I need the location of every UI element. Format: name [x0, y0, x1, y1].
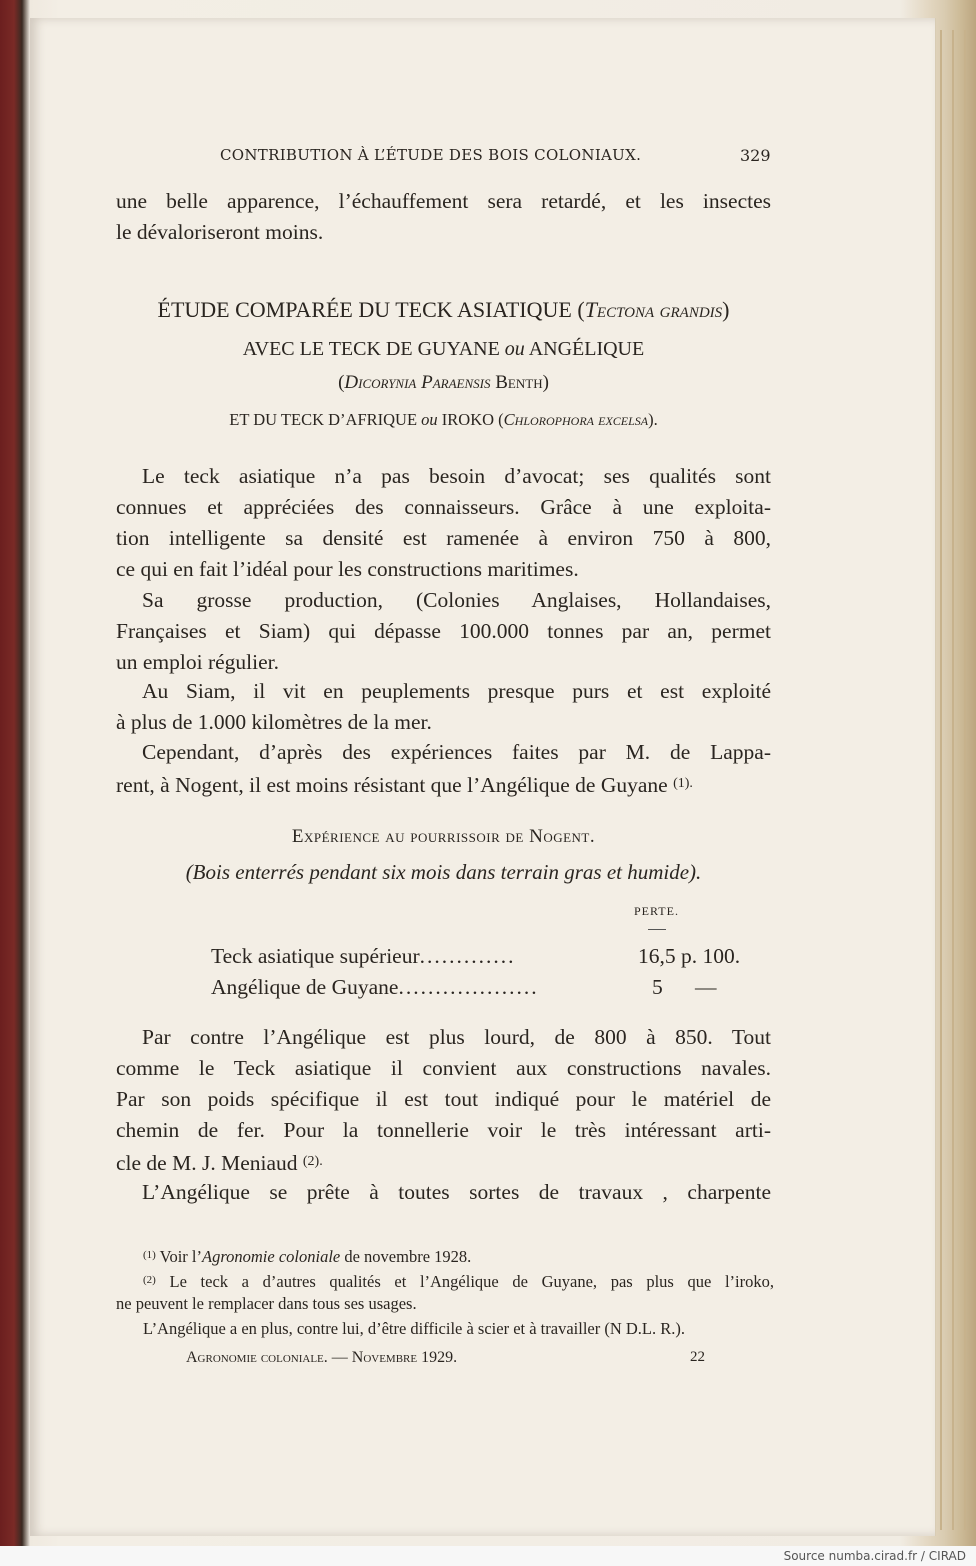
table-row: [211, 941, 771, 972]
paragraph-4: [116, 737, 771, 801]
text-line: Au Siam, il vit en peuplements presque purs et est exploité: [142, 679, 771, 703]
title-text: ): [722, 297, 730, 322]
text-line: ce qui en fait l’idéal pour les constructions maritimes.: [116, 557, 579, 581]
section-title-line-3: [116, 372, 771, 394]
paragraph-1: [116, 461, 771, 585]
column-header: PERTE.: [634, 904, 679, 918]
text-line: Par contre l’Angélique est plus lourd, de 800 à 850. Tout: [142, 1025, 771, 1049]
footnote-1: [143, 1244, 773, 1268]
footnote-journal: Agronomie coloniale: [201, 1247, 341, 1266]
text-line: à plus de 1.000 kilomètres de la mer.: [116, 710, 432, 734]
text-line: chemin de fer. Pour la tonnellerie voir le très intéressant arti-: [116, 1118, 771, 1142]
title-text: ET DU TECK D’AFRIQUE: [229, 410, 422, 429]
footnote-3: L’Angélique a en plus, contre lui, d’être difficile à scier et à travailler (N D.L. R.).: [143, 1319, 686, 1338]
leader-dots: ...................: [398, 975, 539, 999]
footnote-marker: (2): [143, 1274, 156, 1286]
footnote-text: de novembre 1928.: [340, 1247, 472, 1266]
author-name: Benth: [490, 372, 543, 393]
text-line: comme le Teck asiatique il convient aux constructions navales.: [116, 1056, 771, 1080]
footnote-marker: (1): [143, 1249, 156, 1261]
title-conjunction: ou: [421, 410, 438, 429]
source-credit: Source numba.cirad.fr / CIRAD: [783, 1549, 966, 1563]
page-number: 329: [740, 146, 771, 165]
section-title-line-4: [116, 410, 771, 430]
title-text: (: [338, 372, 345, 393]
text-line: un emploi régulier.: [116, 650, 280, 674]
latin-name: Dicorynia Paraensis: [344, 372, 491, 393]
column-rule: [648, 929, 666, 930]
text-line: le dévaloriseront moins.: [116, 220, 324, 244]
leader-dots: .............: [419, 944, 516, 968]
title-text: AVEC LE TECK DE GUYANE: [242, 338, 505, 360]
text-line: Sa grosse production, (Colonies Anglaises, Hollandaises,: [142, 588, 771, 612]
footnote-text: Le teck a d’autres qualités et l’Angélique de Guyane, pas plus que l’iroko,: [169, 1272, 774, 1291]
text-span: cle de M. J. Meniaud: [116, 1151, 298, 1175]
paragraph-2: [116, 585, 771, 678]
text-line: Françaises et Siam) qui dépasse 100.000 tonnes par an, permet: [116, 619, 771, 643]
text-line: tion intelligente sa densité est ramenée à environ 750 à 800,: [116, 526, 771, 550]
section-title-line-2: [116, 338, 771, 361]
title-text: ): [542, 372, 549, 393]
experiment-subtitle: (Bois enterrés pendant six mois dans terrain gras et humide).: [185, 860, 702, 884]
text-line: connues et appréciées des connaisseurs. Grâce à une exploita-: [116, 495, 771, 519]
footnote-text: ne peuvent le remplacer dans tous ses usages.: [116, 1294, 417, 1313]
latin-name: Tectona grandis: [584, 297, 723, 322]
section-title-line-1: [116, 297, 771, 323]
paragraph-5: [116, 1022, 771, 1179]
text-line: Par son poids spécifique il est tout indiqué pour le matériel de: [116, 1087, 771, 1111]
table-row: [211, 972, 771, 1003]
page-edge: [940, 30, 942, 1530]
footnote-ref: (2).: [302, 1154, 323, 1169]
row-value: 16,5 p. 100.: [638, 944, 741, 968]
text-line: [116, 1146, 771, 1179]
row-label: Teck asiatique supérieur: [211, 944, 420, 968]
text-span: rent, à Nogent, il est moins résistant que l’Angélique de Guyane: [116, 773, 668, 797]
footnote-2: [116, 1269, 774, 1315]
title-text: IROKO (: [437, 410, 504, 429]
paragraph-3: [116, 676, 771, 738]
text-line: une belle apparence, l’échauffement sera retardé, et les insectes: [116, 189, 771, 213]
row-value: 5 —: [652, 975, 717, 999]
page-edge: [964, 30, 966, 1530]
title-text: ANGÉLIQUE: [524, 338, 645, 360]
paragraph-6: [116, 1177, 771, 1208]
title-text: ÉTUDE COMPARÉE DU TECK ASIATIQUE (: [157, 297, 585, 322]
title-conjunction: ou: [504, 338, 525, 360]
text-line: Le teck asiatique n’a pas besoin d’avocat; ses qualités sont: [142, 464, 771, 488]
running-title: CONTRIBUTION À L’ÉTUDE DES BOIS COLONIAUX.: [220, 146, 642, 164]
page-edge: [952, 30, 954, 1530]
sheet-signature: 22: [690, 1349, 705, 1365]
intro-paragraph: [116, 186, 771, 248]
row-label: Angélique de Guyane: [211, 975, 399, 999]
footnote-text: Voir l’: [159, 1247, 202, 1266]
latin-name: Chlorophora excelsa: [503, 410, 649, 429]
footnote-ref: (1).: [673, 776, 693, 791]
title-text: ).: [648, 410, 658, 429]
journal-signature: Agronomie coloniale. — Novembre 1929.: [186, 1349, 458, 1366]
text-line: Cependant, d’après des expériences faites par M. de Lappa-: [142, 740, 771, 764]
experiment-title: Expérience au pourrissoir de Nogent.: [291, 826, 596, 847]
text-line: [116, 768, 771, 801]
text-line: L’Angélique se prête à toutes sortes de travaux , charpente: [142, 1180, 771, 1204]
